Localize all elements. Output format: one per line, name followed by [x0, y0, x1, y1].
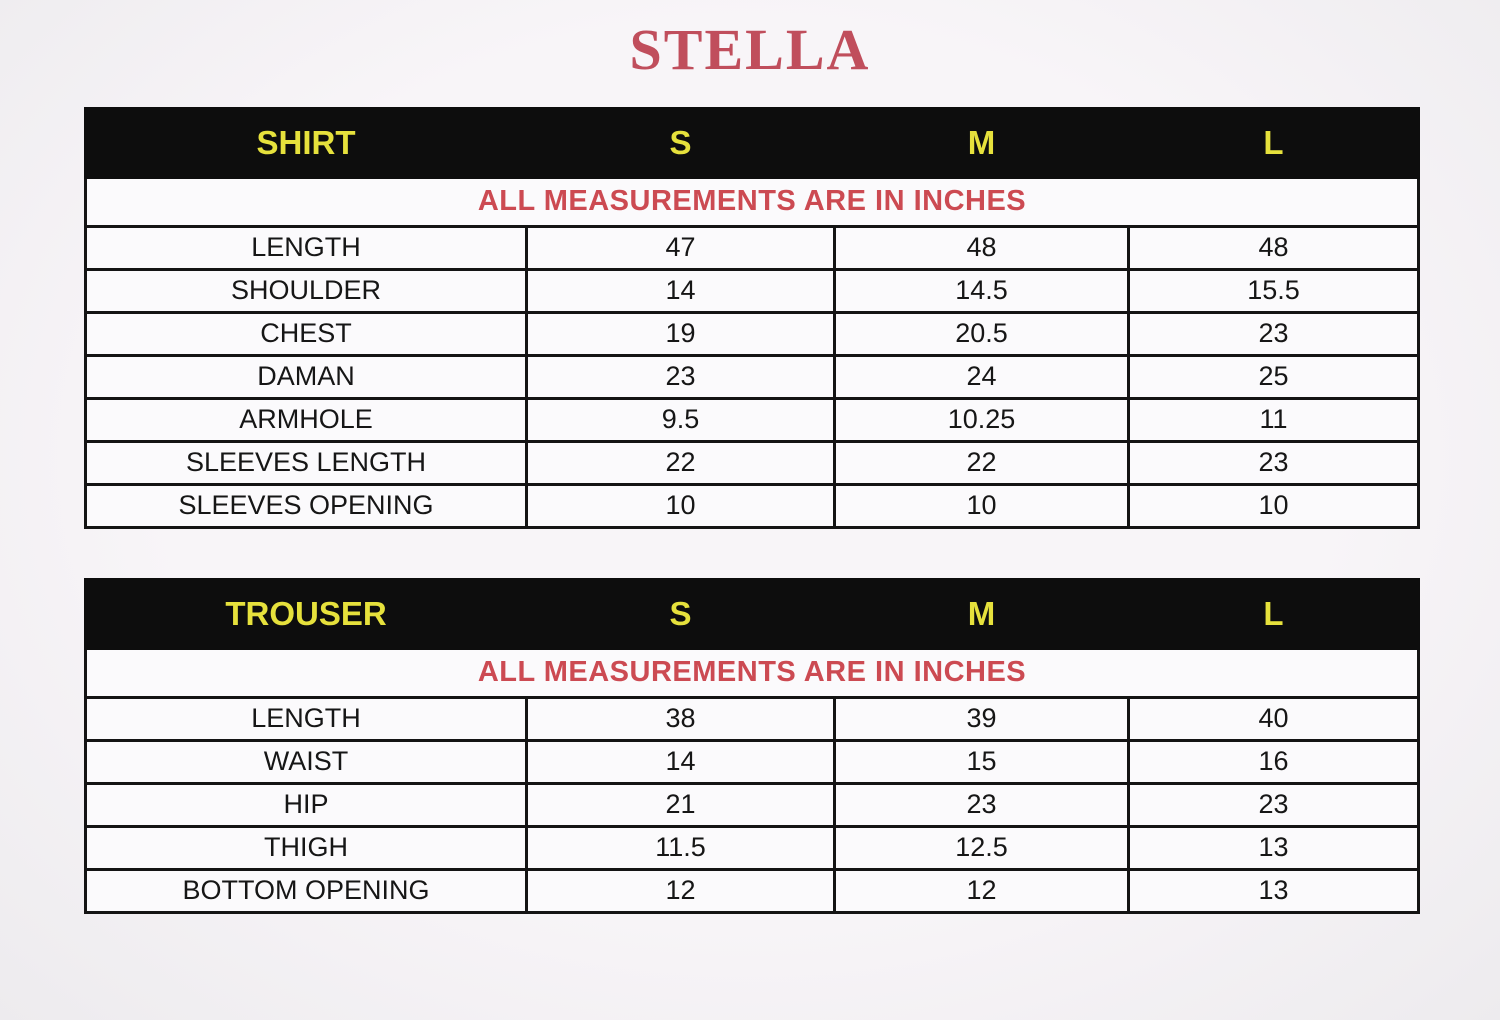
- measurement-value: 23: [1129, 441, 1419, 484]
- page-title: STELLA: [629, 17, 871, 82]
- measurement-value: 15.5: [1129, 269, 1419, 312]
- measurement-label: WAIST: [86, 740, 527, 783]
- measurement-label: THIGH: [86, 826, 527, 869]
- measurement-value: 23: [1129, 312, 1419, 355]
- shirt-table-title: SHIRT: [86, 108, 527, 177]
- measurement-value: 48: [835, 226, 1129, 269]
- measurement-label: SLEEVES LENGTH: [86, 441, 527, 484]
- measurement-value: 10.25: [835, 398, 1129, 441]
- measurement-value: 14.5: [835, 269, 1129, 312]
- trouser-table-header-row: [86, 579, 1419, 648]
- measurement-value: 48: [1129, 226, 1419, 269]
- shirt-table-header-row: [86, 108, 1419, 177]
- measurement-value: 24: [835, 355, 1129, 398]
- measurement-value: 14: [527, 740, 835, 783]
- measurement-value: 13: [1129, 826, 1419, 869]
- measurement-label: HIP: [86, 783, 527, 826]
- measurement-value: 11.5: [527, 826, 835, 869]
- trouser-size-table: [84, 578, 1420, 914]
- measurement-value: 14: [527, 269, 835, 312]
- table-row: [86, 740, 1419, 783]
- measurement-value: 21: [527, 783, 835, 826]
- measurement-label: ARMHOLE: [86, 398, 527, 441]
- measurement-value: 23: [1129, 783, 1419, 826]
- measurement-note-row: [86, 648, 1419, 697]
- size-column-header-s: S: [527, 108, 835, 177]
- shirt-size-table: [84, 107, 1420, 529]
- measurement-value: 20.5: [835, 312, 1129, 355]
- measurement-value: 11: [1129, 398, 1419, 441]
- measurement-value: 9.5: [527, 398, 835, 441]
- measurement-value: 16: [1129, 740, 1419, 783]
- measurement-value: 10: [527, 484, 835, 527]
- table-row: [86, 484, 1419, 527]
- measurement-value: 10: [1129, 484, 1419, 527]
- table-row: [86, 398, 1419, 441]
- measurement-value: 12.5: [835, 826, 1129, 869]
- size-column-header-m: M: [835, 108, 1129, 177]
- measurement-value: 47: [527, 226, 835, 269]
- measurement-label: DAMAN: [86, 355, 527, 398]
- measurement-value: 12: [835, 869, 1129, 912]
- measurement-label: SLEEVES OPENING: [86, 484, 527, 527]
- size-column-header-l: L: [1129, 108, 1419, 177]
- table-row: [86, 355, 1419, 398]
- table-row: [86, 312, 1419, 355]
- measurement-value: 22: [527, 441, 835, 484]
- table-row: [86, 869, 1419, 912]
- size-column-header-l: L: [1129, 579, 1419, 648]
- measurement-value: 39: [835, 697, 1129, 740]
- measurement-value: 23: [835, 783, 1129, 826]
- table-row: [86, 826, 1419, 869]
- measurement-note: ALL MEASUREMENTS ARE IN INCHES: [86, 648, 1419, 697]
- measurement-value: 25: [1129, 355, 1419, 398]
- measurement-label: LENGTH: [86, 697, 527, 740]
- measurement-note: ALL MEASUREMENTS ARE IN INCHES: [86, 177, 1419, 226]
- trouser-table-title: TROUSER: [86, 579, 527, 648]
- measurement-value: 40: [1129, 697, 1419, 740]
- measurement-value: 19: [527, 312, 835, 355]
- size-column-header-m: M: [835, 579, 1129, 648]
- measurement-value: 12: [527, 869, 835, 912]
- measurement-value: 10: [835, 484, 1129, 527]
- table-row: [86, 269, 1419, 312]
- table-row: [86, 697, 1419, 740]
- measurement-value: 38: [527, 697, 835, 740]
- measurement-value: 13: [1129, 869, 1419, 912]
- measurement-label: CHEST: [86, 312, 527, 355]
- table-row: [86, 783, 1419, 826]
- measurement-label: SHOULDER: [86, 269, 527, 312]
- measurement-value: 22: [835, 441, 1129, 484]
- measurement-note-row: [86, 177, 1419, 226]
- measurement-value: 15: [835, 740, 1129, 783]
- size-column-header-s: S: [527, 579, 835, 648]
- table-row: [86, 226, 1419, 269]
- measurement-label: BOTTOM OPENING: [86, 869, 527, 912]
- measurement-label: LENGTH: [86, 226, 527, 269]
- table-row: [86, 441, 1419, 484]
- measurement-value: 23: [527, 355, 835, 398]
